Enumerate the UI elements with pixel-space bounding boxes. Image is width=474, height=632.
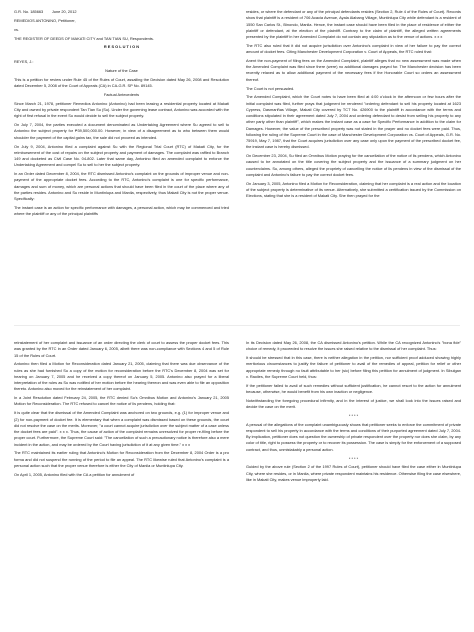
paragraph: Anent the non-payment of filing fees on the Amended Complaint, plaintiff alleges that no new assessment was made when the Amended Complaint was filed since there (were) no additional damages prayed for. The Manchester decision has been recently relaxed as to allow additional payment of the necessary fees if the Honorable Court so orders an assessment thereof.	[246, 57, 461, 82]
paragraph: reinstatement of her complaint and issuance of an order directing the clerk of court to assess the proper docket fees. This was granted by the RTC in an Order dated January 6, 2005, albeit there was non-compliance with Sections 4 and 5 of Rule 15 of the Rules of Court.	[14, 340, 229, 358]
paragraph: It should be stressed that in this case, there is neither allegation in the petition, nor sufficient proof adduced showing highly meritorious circumstances to justify the failure of petitioner to avail of the remedies of appeal, petition for relief or other appropriate remedy through no fault attributable to her (sic) before filing this petition for annulment of judgment. In Sibulgan v. Raoiles, the Supreme Court held, thus:	[246, 355, 461, 379]
paragraph: A perusal of the allegations of the complaint unambiguously shows that petitioner seeks to enforce the commitment of private respondent to sell his property in accordance with the terms and conditions of their purported agreement dated July 7, 2004. By implication, petitioner does not question the ownership of private respondent over the property nor does she claim, by any color of title, right to possess the property or to recover its possession. The case is simply for the enforcement of a supposed contract, and thus, unmistakably a personal action.	[246, 421, 461, 452]
separator-asterisks: * * * *	[348, 455, 359, 461]
column-top-right	[246, 9, 461, 202]
page-divider	[14, 325, 460, 326]
case-date: June 20, 2012	[51, 9, 77, 14]
paragraph: This is a petition for review under Rule 45 of the Rules of Court, assailing the Decision dated May 26, 2008 and Resolution dated December 5, 2008 of the Court of Appeals (CA) in CA-G.R. SP No. 89145.	[14, 76, 229, 89]
versus: vs.	[14, 26, 19, 32]
paragraph: Antonino then filed a Motion for Reconsideration dated January 21, 2005, claiming that there was due observance of the rules as she had furnished Su a copy of the motion for reconsideration before the RTC's December 8, 2004 was set for hearing on January 7, 2005 and he received a copy thereof on January 5, 2005. Antonino also prayed for a liberal interpretation of the rules as Su was notified of her motion before the hearing thereon and was even able to file an opposition thereto. Antonino also moved for the reinstatement of her complaint.	[14, 361, 229, 392]
section-heading: Factual Antecedents	[103, 92, 140, 97]
column-top-left	[14, 9, 229, 220]
paragraph: The Court is not persuaded.	[246, 85, 295, 91]
paragraph: The RTC maintained its earlier ruling that Antonino's Motion for Reconsideration from the December 8, 2004 Order is a pro forma and did not suspend the running of the period to file an appeal. The RTC likewise ruled that Antonino's complaint is a personal action such that the proper venue therefore is either the City of Manila or Muntinlupa City.	[14, 450, 229, 468]
section-heading: Nature of the Case	[105, 68, 138, 74]
paragraph: The RTC also ruled that it did not acquire jurisdiction over Antonino's complaint in view of her failure to pay the correct amount of docket fees. Citing Manchester Development Corporation v. Court of Appeals, the RTC ruled that:	[246, 42, 461, 55]
paragraph: On April 1, 2005, Antonino filed with the CA a petition for annulment of	[14, 471, 135, 477]
paragraph: On July 9, 2004, Antonino filed a complaint against Su with the Regional Trial Court (RTC) of Makati City, for the reimbursement of the cost of repairs on the subject property and payment of damages. The complaint was raffled to Branch 149 and docketed as Civil Case No. 04-802. Later that same day, Antonino filed an amended complaint to enforce the Undertaking Agreement and compel Su to sell to her the subject property.	[14, 143, 229, 168]
paragraph: resides, or where the defendant or any of the principal defendants resides (Section 2, Rule 4 of the Rules of Court). Records show that plaintiff is a resident of 706 Acacia Avenue, Ayala Alabang Village, Muntinlupa City while defendant is a resident of 1550 San Carlos St., Binondo, Manila. Hence, the instant case should have been filed in the place of residence of either the plaintiff or defendant, at the election of the plaintiff. Contrary to the claim of plaintiff, the alleged written agreements presented by the plaintiff in her Amended Complaint do not contain any stipulation as to the venue of actions. x x x	[246, 9, 461, 39]
petitioners: REMEDIOS ANTONINO, Petitioner,	[14, 17, 76, 23]
separator-asterisks: * * * *	[348, 412, 359, 418]
paragraph: If the petitioner failed to avail of such remedies without sufficient justification, he cannot resort to the action for annulment because, otherwise, he would benefit from his own inaction or negligence.	[246, 382, 461, 394]
paragraph: On July 7, 2004, the parties executed a document denominated as Undertaking Agreement where Su agreed to sell to Antonino the subject property for ₱39,500,000.00. However, in view of a disagreement as to who between them would shoulder the payment of the capital gains tax, the sale did not proceed as intended.	[14, 122, 229, 140]
column-bottom-left	[14, 340, 229, 481]
paragraph: In a Joint Resolution dated February 24, 2005, the RTC denied Su's Omnibus Motion and Antonino's January 21, 2005 Motion for Reconsideration. The RTC refused to cancel the notice of lis pendens, holding that:	[14, 395, 229, 407]
paragraph: Notwithstanding the foregoing procedural infirmity, and in the interest of justice, we shall look into the issues raised and decide the case on the merit.	[246, 397, 461, 410]
paragraph: In an Order dated December 8, 2004, the RTC dismissed Antonino's complaint on the grounds of improper venue and non-payment of the appropriate docket fees. According to the RTC, Antonino's complaint is one for specific performance, damages and sum of money, which are personal actions that should have been filed in the court of the place where any of the parties resides. Antonino and Su reside in Muntinlupa and Manila, respectively, thus Makati City is not the proper venue. Specifically:	[14, 171, 229, 202]
paragraph: Guided by the above rule (Section 2 of the 1997 Rules of Court), petitioner should have filed the case either in Muntinlupa City, where she resides, or in Manila, where private respondent maintains his residence. Otherwise filing the case elsewhere, like in Makati City, makes venue improperly laid.	[246, 464, 461, 482]
paragraph: On December 23, 2004, Su filed an Omnibus Motion praying for the cancellation of the notice of lis pendens, which Antonino caused to be annotated on the title covering the subject property and the issuance of a summary judgment on her counterclaims. Su, among others, alleged the propriety of cancelling the notice of lis pendens in view of the dismissal of the complaint and Antonino's failure to pay the correct docket fees.	[246, 153, 461, 177]
paragraph: In its Decision dated May 26, 2008, the CA dismissed Antonino's petition. While the CA recognized Antonino's "bona fide" choice of remedy, it proceeded to resolve the issues she raised relative to the dismissal of her complaint. Thus:	[246, 340, 461, 352]
ponente: REYES, J.:	[14, 59, 34, 65]
paragraph: On January 3, 2005, Antonino filed a Motion for Reconsideration, claiming that her complaint is a real action and the location of the subject property is determinative of its venue. Alternatively, she submitted a certification issued by the Commission on Elections, stating that she is a resident of Makati City. She then prayed for the	[246, 180, 461, 199]
paragraph: Since March 21, 1978, petitioner Remedios Antonino (Antonino) had been leasing a residential property located at Makati City and owned by private respondent Tan Tian Su (Su). Under the governing lease contract, Antonino was accorded with the right of first refusal in the event Su would decide to sell the subject property.	[14, 100, 229, 119]
paragraph: The Amended Complaint, which the Court notes to have been filed at 4:00 o'clock in the afternoon or few hours after the initial complaint was filed, further prays that judgment be rendered "ordering defendant to sell his property located at 1623 Cypress, Dasmariñas Village, Makati City covered by TCT No. 426900 to the plaintiff in accordance with the terms and conditions stipulated in their agreement dated July 7, 2004 and ordering defendant to desist from selling his property to any other party other than plaintiff", which makes the instant case as a case for Specific Performance in addition to the claim for Damages. However, the value of the prescribed property was not stated in the prayer and no docket fees were paid. Thus, following the ruling of the Supreme Court in the case of Manchester Development Corporation vs. Court of Appeals, G.R. No. 75919, May 7, 1987, that the Court acquires jurisdiction over any case only upon the payment of the prescribed docket fee, the instant case is hereby dismissed.	[246, 94, 461, 150]
case-number: G.R. No. 185663	[14, 9, 44, 14]
case-header-line	[14, 9, 229, 15]
respondents: THE REGISTER OF DEEDS OF MAKATI CITY and TAN TIAN SU, Respondents.	[14, 35, 154, 41]
column-bottom-right	[246, 340, 461, 486]
resolution-heading: R E S O L U T I O N	[103, 44, 140, 50]
paragraph: It is quite clear that the dismissal of the Amended Complaint was anchored on two grounds, e.g. (1) for improper venue and (2) for non-payment of docket fee. It is elementary that when a complaint was dismissed based on these grounds, the court did not resolve the case on the merits. Moreover, "a court cannot acquire jurisdiction over the subject matter of a case unless the docket fees are paid". x x x. Thus, the cause of action of the complaint remains unresolved for proper re-filing before the proper court. Furthermore, the Supreme Court said: "The cancellation of such a precautionary notice is therefore also a mere incident in the action, and may be ordered by the Court having jurisdiction of it at any given time." x x x	[14, 410, 229, 447]
paragraph: The instant case is an action for specific performance with damages, a personal action, which may be commenced and tried where the plaintiff or any of the principal plaintiffs	[14, 204, 229, 217]
